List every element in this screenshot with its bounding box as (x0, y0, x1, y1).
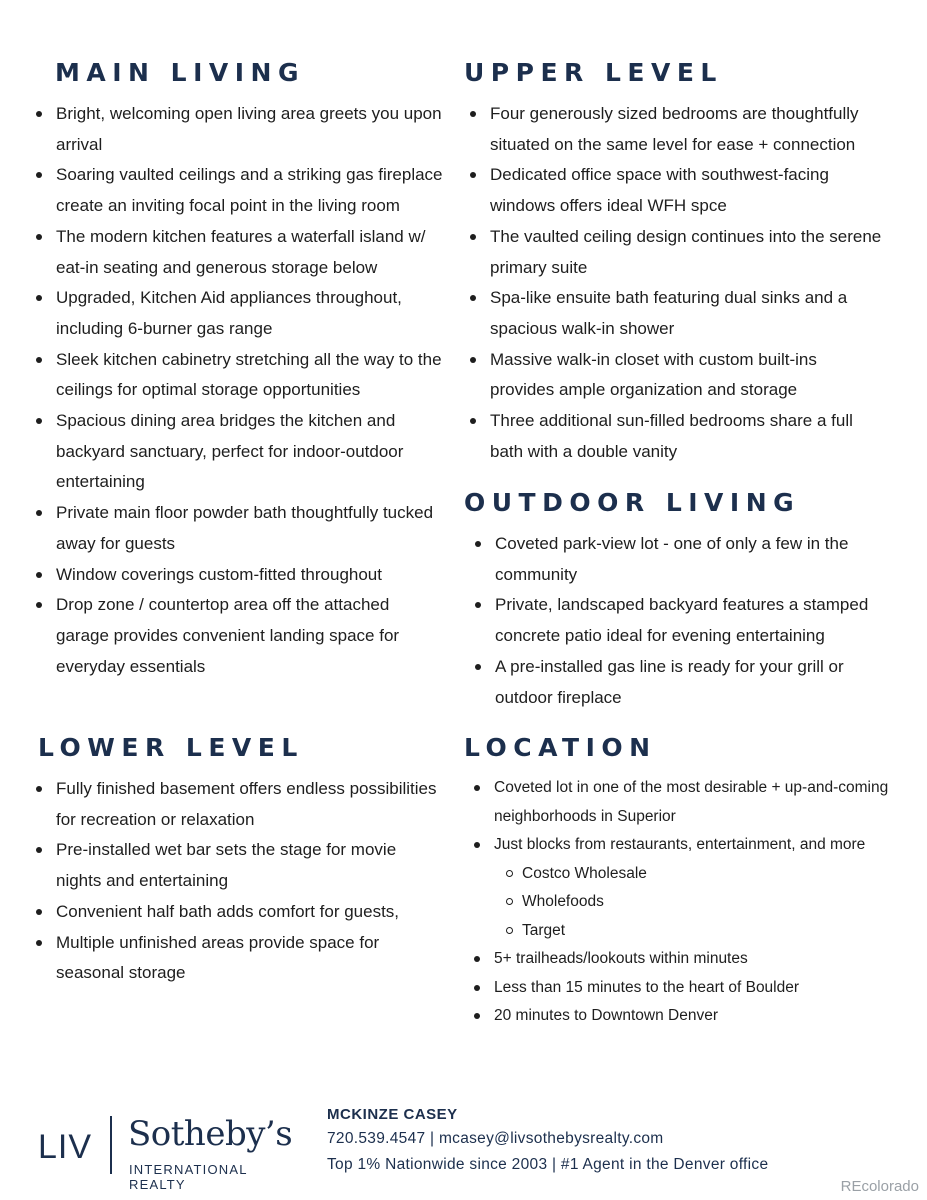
list-item: Fully finished basement offers endless possibilities for recreation or relaxation (34, 774, 444, 835)
sub-list-item: Costco Wholesale (494, 860, 904, 889)
upper-level-heading: UPPER LEVEL (464, 58, 723, 87)
list-item: The modern kitchen features a waterfall island w/ eat-in seating and generous storage below (34, 222, 444, 283)
list-item: Private main floor powder bath thoughtfully tucked away for guests (34, 498, 444, 559)
list-item: Coveted lot in one of the most desirable + up-and-coming neighborhoods in Superior (472, 774, 904, 831)
outdoor-living-list (473, 529, 894, 713)
list-item: Sleek kitchen cabinetry stretching all the way to the ceilings for optimal storage opportunities (34, 345, 444, 406)
list-item: Upgraded, Kitchen Aid appliances throughout, including 6-burner gas range (34, 283, 444, 344)
list-item (472, 831, 904, 945)
lower-level-heading: LOWER LEVEL (38, 733, 304, 762)
list-item: Multiple unfinished areas provide space for seasonal storage (34, 928, 444, 989)
location-heading: LOCATION (464, 733, 657, 762)
location-list (472, 774, 904, 1031)
logo-divider (110, 1116, 112, 1174)
main-living-section (34, 60, 444, 682)
outdoor-living-section (464, 490, 894, 713)
agent-info (327, 1106, 768, 1178)
upper-level-section (464, 60, 884, 467)
logo-brand-text: Sotheby’s (128, 1114, 293, 1154)
main-living-list (34, 99, 444, 682)
list-item: Dedicated office space with southwest-facing windows offers ideal WFH spce (468, 160, 884, 221)
list-item: Spacious dining area bridges the kitchen and backyard sanctuary, perfect for indoor-outdoor entertaining (34, 406, 444, 498)
list-item: Three additional sun-filled bedrooms share a full bath with a double vanity (468, 406, 884, 467)
outdoor-living-heading: OUTDOOR LIVING (464, 488, 801, 517)
logo-subtitle: INTERNATIONAL REALTY (129, 1162, 248, 1192)
agent-name: MCKINZE CASEY (327, 1106, 458, 1123)
list-item: Pre-installed wet bar sets the stage for movie nights and entertaining (34, 835, 444, 896)
agent-tagline: Top 1% Nationwide since 2003 | #1 Agent in the Denver office (327, 1156, 769, 1173)
brokerage-logo (38, 1110, 308, 1192)
list-item: Massive walk-in closet with custom built-ins provides ample organization and storage (468, 345, 884, 406)
agent-contact: 720.539.4547 | mcasey@livsothebysrealty.com (327, 1130, 664, 1147)
logo-liv-text: LIV (38, 1128, 93, 1166)
watermark: REcolorado (840, 1178, 919, 1195)
sub-list-item: Wholefoods (494, 888, 904, 917)
list-item: Bright, welcoming open living area greets you upon arrival (34, 99, 444, 160)
list-item: A pre-installed gas line is ready for your grill or outdoor fireplace (473, 652, 894, 713)
lower-level-list (34, 774, 444, 989)
upper-level-list (468, 99, 884, 467)
list-item: Convenient half bath adds comfort for guests, (34, 897, 444, 928)
list-item: Soaring vaulted ceilings and a striking gas fireplace create an inviting focal point in the living room (34, 160, 444, 221)
list-item: Window coverings custom-fitted throughout (34, 560, 444, 591)
lower-level-section (34, 735, 444, 989)
list-item: Coveted park-view lot - one of only a few in the community (473, 529, 894, 590)
sub-list-item: Target (494, 917, 904, 946)
list-item: Private, landscaped backyard features a stamped concrete patio ideal for evening entertaining (473, 590, 894, 651)
list-item: 5+ trailheads/lookouts within minutes (472, 945, 904, 974)
list-item: Four generously sized bedrooms are thoughtfully situated on the same level for ease + connection (468, 99, 884, 160)
footer (38, 1100, 898, 1190)
list-item: 20 minutes to Downtown Denver (472, 1002, 904, 1031)
main-living-heading: MAIN LIVING (55, 58, 305, 87)
nearby-list (494, 860, 904, 946)
location-section (464, 735, 904, 1031)
list-item: Drop zone / countertop area off the attached garage provides convenient landing space for everyday essentials (34, 590, 444, 682)
list-item: The vaulted ceiling design continues into the serene primary suite (468, 222, 884, 283)
list-item: Less than 15 minutes to the heart of Boulder (472, 974, 904, 1003)
list-item-text: Just blocks from restaurants, entertainment, and more (494, 836, 866, 853)
list-item: Spa-like ensuite bath featuring dual sinks and a spacious walk-in shower (468, 283, 884, 344)
